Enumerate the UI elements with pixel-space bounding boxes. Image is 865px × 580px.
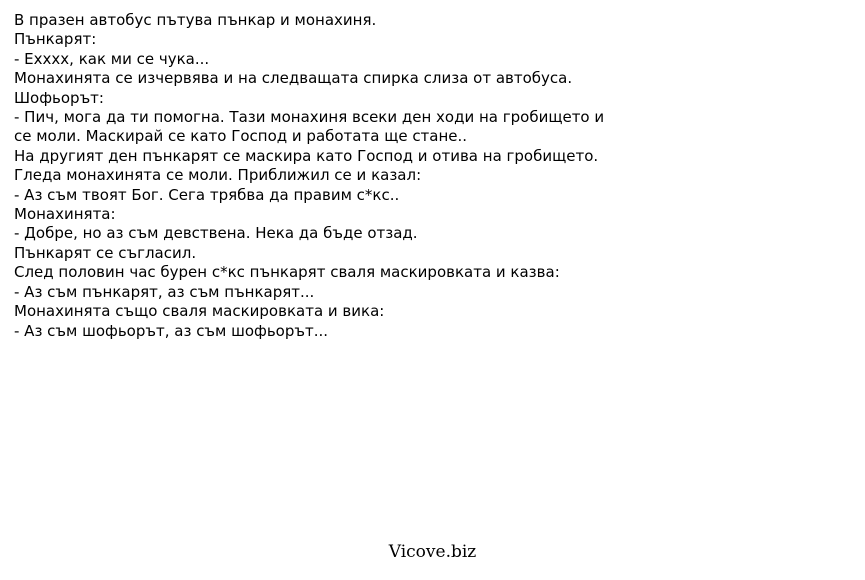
joke-text	[14, 11, 614, 341]
joke-line: Монахинята се изчервява и на следващата спирка слиза от автобуса.	[14, 69, 573, 88]
joke-line: - Ехххх, как ми се чука...	[14, 49, 210, 68]
site-watermark: Vicove.biz	[388, 542, 477, 562]
joke-line: В празен автобус пътува пънкар и монахиня.	[14, 11, 377, 29]
joke-line: Монахинята също сваля маскировката и вика:	[14, 302, 385, 321]
joke-line: - Добре, но аз съм девствена. Нека да бъде отзад.	[14, 224, 418, 243]
joke-line: След половин час бурен с*кс пънкарят сваля маскировката и казва:	[14, 263, 560, 282]
joke-line: Шофьорът:	[14, 88, 104, 107]
joke-line: - Аз съм твоят Бог. Сега трябва да правим с*кс..	[14, 185, 400, 204]
joke-line: - Аз съм пънкарят, аз съм пънкарят...	[14, 282, 315, 301]
joke-line: Пънкарят се съгласил.	[14, 243, 197, 262]
joke-line: - Аз съм шофьорът, аз съм шофьорът...	[14, 321, 329, 340]
joke-line: На другият ден пънкарят се маскира като Господ и отива на гробището. Гледа монахинята се моли. Приближил се и казал:	[14, 146, 599, 185]
joke-line: - Пич, мога да ти помогна. Тази монахиня всеки ден ходи на гробището и се моли. Маскирай се като Господ и работата ще стане..	[14, 108, 605, 146]
joke-line: Пънкарят:	[14, 30, 97, 49]
joke-line: Монахинята:	[14, 205, 116, 224]
